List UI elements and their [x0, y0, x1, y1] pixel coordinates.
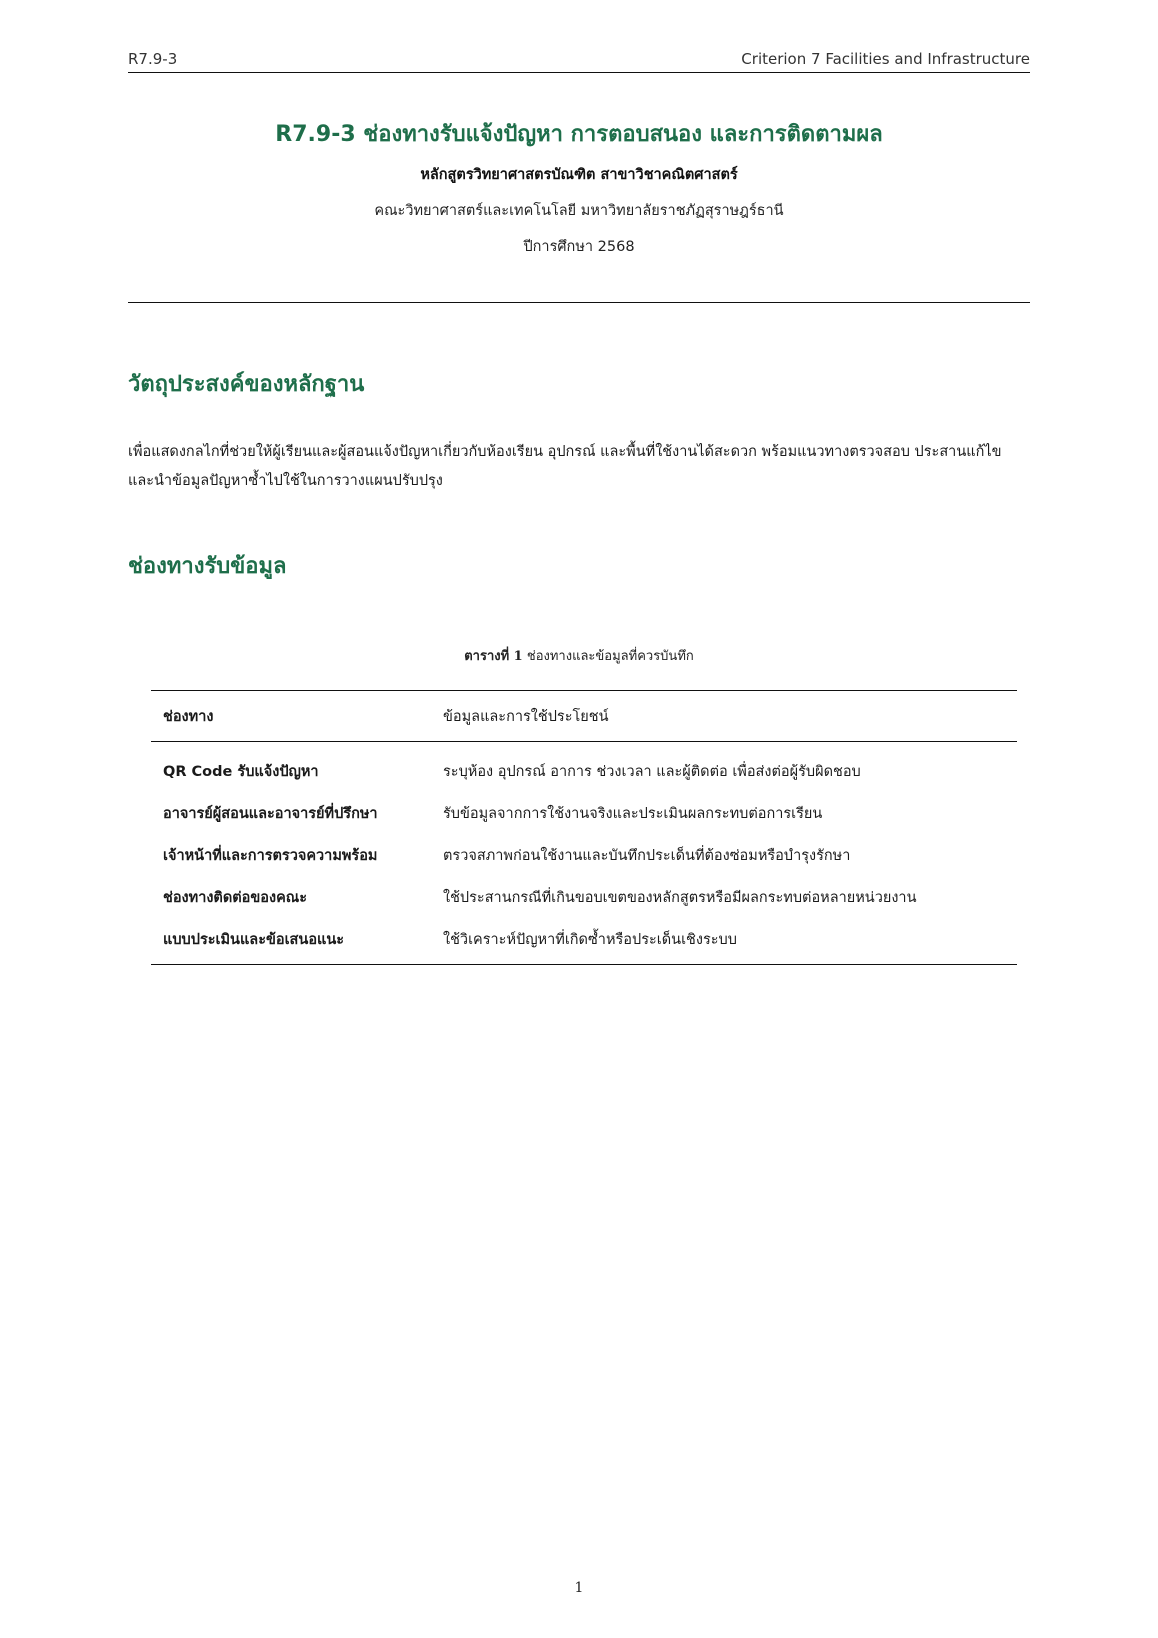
table-caption-label: ตารางที่ 1 [464, 649, 523, 664]
channel-cell: แบบประเมินและข้อเสนอแนะ [151, 918, 431, 965]
channel-cell: QR Code รับแจ้งปัญหา [163, 763, 319, 780]
column-header-usage: ข้อมูลและการใช้ประโยชน์ [431, 691, 1017, 742]
table-header-row [151, 691, 1017, 742]
usage-cell: ใช้ประสานกรณีที่เกินขอบเขตของหลักสูตรหรือมีผลกระทบต่อหลายหน่วยงาน [443, 889, 917, 906]
table-row [151, 918, 1017, 965]
page-number: 1 [574, 1580, 584, 1596]
header-criterion: Criterion 7 Facilities and Infrastructure [741, 50, 1030, 68]
objective-paragraph: เพื่อแสดงกลไกที่ช่วยให้ผู้เรียนและผู้สอนแจ้งปัญหาเกี่ยวกับห้องเรียน อุปกรณ์ และพื้นที่ใช้งานได้สะดวก พร้อมแนวทางตรวจสอบ ประสานแก้ไข และนำข้อมูลปัญหาซ้ำไปใช้ในการวางแผนปรับปรุง [128, 444, 1002, 489]
channels-table [151, 690, 1017, 965]
table-row [151, 876, 1017, 918]
table-row [151, 742, 1017, 793]
header-document-code: R7.9-3 [128, 50, 178, 68]
faculty-name: คณะวิทยาศาสตร์และเทคโนโลยี มหาวิทยาลัยราชภัฏสุราษฎร์ธานี [374, 203, 784, 219]
objective-heading: วัตถุประสงค์ของหลักฐาน [128, 372, 365, 397]
usage-cell: ระบุห้อง อุปกรณ์ อาการ ช่วงเวลา และผู้ติดต่อ เพื่อส่งต่อผู้รับผิดชอบ [443, 763, 861, 780]
document-title: R7.9-3 ช่องทางรับแจ้งปัญหา การตอบสนอง และการติดตามผล [275, 122, 883, 147]
column-header-channel: ช่องทาง [151, 691, 431, 742]
table-row [151, 834, 1017, 876]
program-name: หลักสูตรวิทยาศาสตรบัณฑิต สาขาวิชาคณิตศาสตร์ [420, 167, 738, 183]
channel-cell: อาจารย์ผู้สอนและอาจารย์ที่ปรึกษา [163, 805, 378, 822]
usage-cell: ตรวจสภาพก่อนใช้งานและบันทึกประเด็นที่ต้องซ่อมหรือบำรุงรักษา [443, 847, 851, 864]
running-header [128, 46, 1030, 73]
title-divider [128, 302, 1030, 303]
channel-cell: ช่องทางติดต่อของคณะ [163, 889, 308, 906]
channel-cell: เจ้าหน้าที่และการตรวจความพร้อม [163, 847, 378, 864]
usage-cell: รับข้อมูลจากการใช้งานจริงและประเมินผลกระทบต่อการเรียน [443, 805, 823, 822]
title-block [128, 118, 1030, 258]
usage-cell: ใช้วิเคราะห์ปัญหาที่เกิดซ้ำหรือประเด็นเชิงระบบ [431, 918, 1017, 965]
academic-year: ปีการศึกษา 2568 [523, 239, 635, 255]
channels-heading: ช่องทางรับข้อมูล [128, 554, 287, 579]
table-caption [128, 645, 1030, 666]
table-row [151, 792, 1017, 834]
table-caption-text: ช่องทางและข้อมูลที่ควรบันทึก [526, 649, 694, 664]
